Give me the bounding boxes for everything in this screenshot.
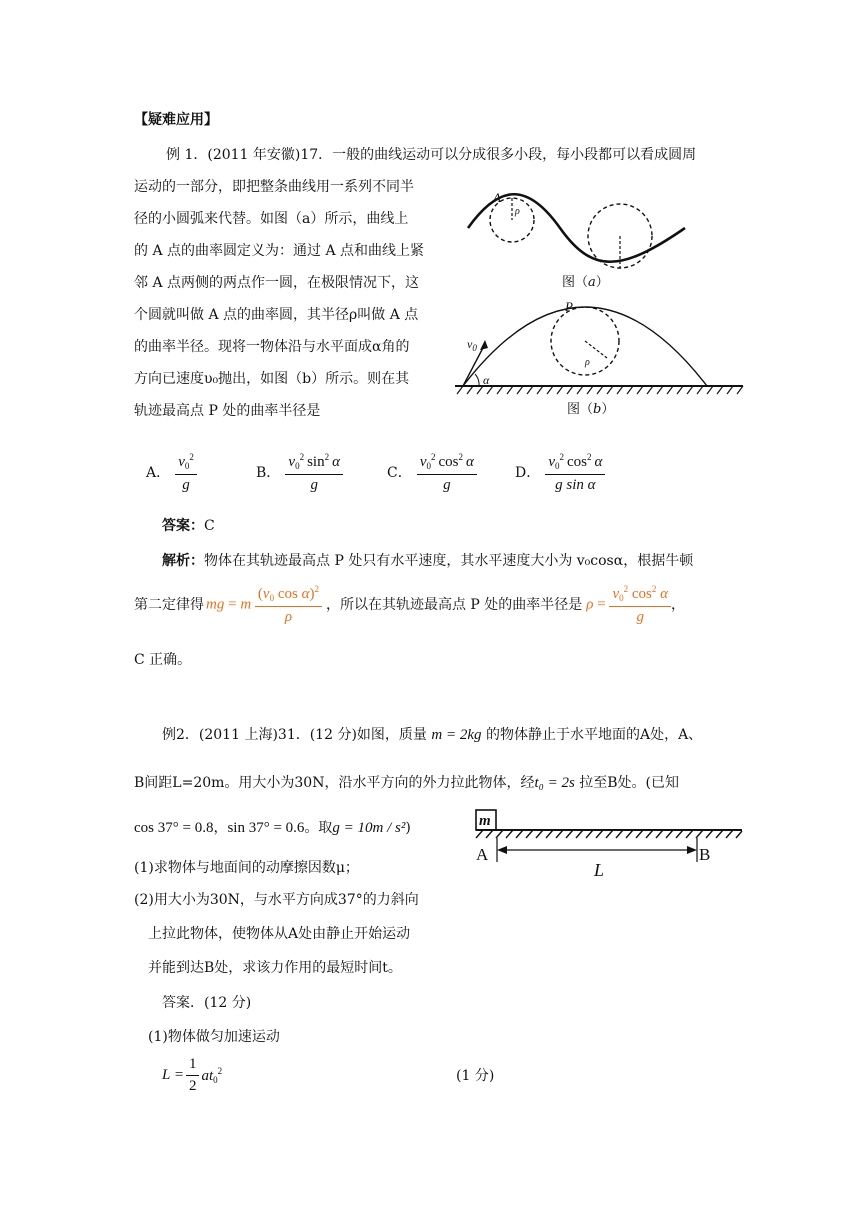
option-c[interactable]: C． $\frac{v_0^2 \cos^2 \alpha}{g}$ [387, 453, 477, 493]
figure-b-ground-hatch [457, 386, 743, 394]
section-title: 【疑难应用】 [134, 112, 218, 128]
figure-b-arrow-head [480, 340, 488, 350]
example1-line-2: 运动的一部分，即把整条曲线用一系列不同半 [134, 179, 414, 195]
figure-b-alpha-label: α [483, 373, 490, 387]
example1-analysis-line-3: C 正确。 [134, 652, 192, 668]
example2-line-3: cos 37° = 0.8，sin 37° = 0.6。取g = 10m / s²) [134, 820, 411, 836]
ground-hatch [476, 830, 742, 838]
option-d[interactable]: D． $\frac{v_0^2 \cos^2 \alpha}{\text{g sin α}}$ [515, 453, 605, 493]
example1-answer: 答案：C [162, 518, 215, 534]
distance-l-label: L [594, 860, 605, 880]
example2-question-1: (1)求物体与地面间的动摩擦因数μ； [134, 860, 359, 876]
option-c-formula: $\frac{v_0^2 \cos^2 \alpha}{g}$ [417, 453, 477, 493]
example1-line-7: 的曲率半径。现将一物体沿与水平面成α角的 [134, 339, 410, 355]
point-a-label: A [476, 845, 489, 864]
option-b[interactable]: B． $\frac{v_0^2 \sin^2 \alpha}{g}$ [256, 453, 343, 493]
figure-b-radius [585, 341, 607, 358]
example2-equation-1: L = $\frac{1}{2}$ $at_0^2$ [162, 1056, 223, 1094]
option-d-formula: $\frac{v_0^2 \cos^2 \alpha}{\text{g sin α}}$ [545, 453, 605, 493]
newton-second-law-formula: mg = m $\frac{(v_0 \cos \alpha)^2}{\rho}$ [206, 585, 322, 625]
example2-line-1: 例2．(2011 上海)31．(12 分)如图，质量 m = 2kg 的物体静止于水平地面的A处，A、 [162, 727, 703, 743]
example2-question-2-line-1: (2)用大小为30N，与水平方向成37°的力斜向 [134, 892, 419, 908]
block-m-label: m [479, 813, 491, 829]
example1-line-6: 个圆就叫做 A 点的曲率圆，其半径ρ叫做 A 点 [134, 307, 419, 323]
figure-b-angle-arc [475, 374, 479, 386]
option-b-formula: $\frac{v_0^2 \sin^2 \alpha}{g}$ [285, 453, 343, 493]
point-b-label: B [699, 845, 711, 864]
example1-line-5: 邻 A 点两侧的两点作一圆，在极限情况下，这 [134, 275, 420, 291]
figure-b-caption: 图（b） [567, 402, 615, 417]
figure-a-caption: 图（a） [562, 275, 609, 290]
figure-a-rho-label: ρ [515, 206, 520, 217]
curvature-radius-formula: ρ = $\frac{v_0^2 \cos^2 \alpha}{g}$ [586, 585, 671, 625]
example2-diagram [470, 808, 750, 883]
example1-line-4: 的 A 点的曲率圆定义为：通过 A 点和曲线上紧 [134, 243, 425, 259]
arrow-right [687, 846, 697, 854]
figure-b-rho-label: ρ [585, 357, 590, 368]
example2-question-2-line-3: 并能到达B处，求该力作用的最短时间t。 [148, 960, 402, 976]
figure-b-v0-label: $v_0$ [467, 337, 477, 353]
example2-solution-1: (1)物体做匀加速运动 [148, 1029, 280, 1045]
example2-answer-heading: 答案．(12 分) [162, 995, 252, 1011]
example1-line-3: 径的小圆弧来代替。如图（a）所示，曲线上 [134, 211, 409, 227]
option-a-formula: $\frac{v_0^2}{g}$ [175, 453, 197, 493]
example1-analysis-line-1: 解析：物体在其轨迹最高点 P 处只有水平速度，其水平速度大小为 v₀cosα，根据牛顿 [162, 553, 694, 569]
example1-line-8: 方向已速度υ₀抛出，如图（b）所示。则在其 [134, 371, 410, 387]
example1-line-9: 轨迹最高点 P 处的曲率半径是 [134, 403, 321, 419]
example2-line-2: B间距L=20m。用大小为30N，沿水平方向的外力拉此物体，经t₀ = 2s 拉至B处。(已知 [134, 775, 680, 791]
arrow-left [497, 846, 507, 854]
example1-analysis-line-2: 第二定律得 mg = m $\frac{(v_0 \cos \alpha)^2}{\rho}$ ，所以在其轨迹最高点 P 处的曲率半径是 ρ = $\frac{v_0^2 \cos^2 \alpha}{g}$ ， [134, 584, 685, 625]
figure-b-diagram [455, 298, 745, 403]
figure-b-trajectory [463, 307, 707, 386]
example2-question-2-line-2: 上拉此物体，使物体从A处由静止开始运动 [148, 926, 411, 942]
example1-line-1: 例 1．(2011 年安徽)17．一般的曲线运动可以分成很多小段，每小段都可以看成圆周 [166, 147, 697, 163]
figure-b-point-label: P [565, 299, 573, 314]
example2-equation-1-score: (1 分) [456, 1068, 495, 1084]
option-a[interactable]: A． $\frac{v_0^2}{g}$ [146, 453, 197, 493]
figure-a-point-label: A [493, 190, 501, 205]
